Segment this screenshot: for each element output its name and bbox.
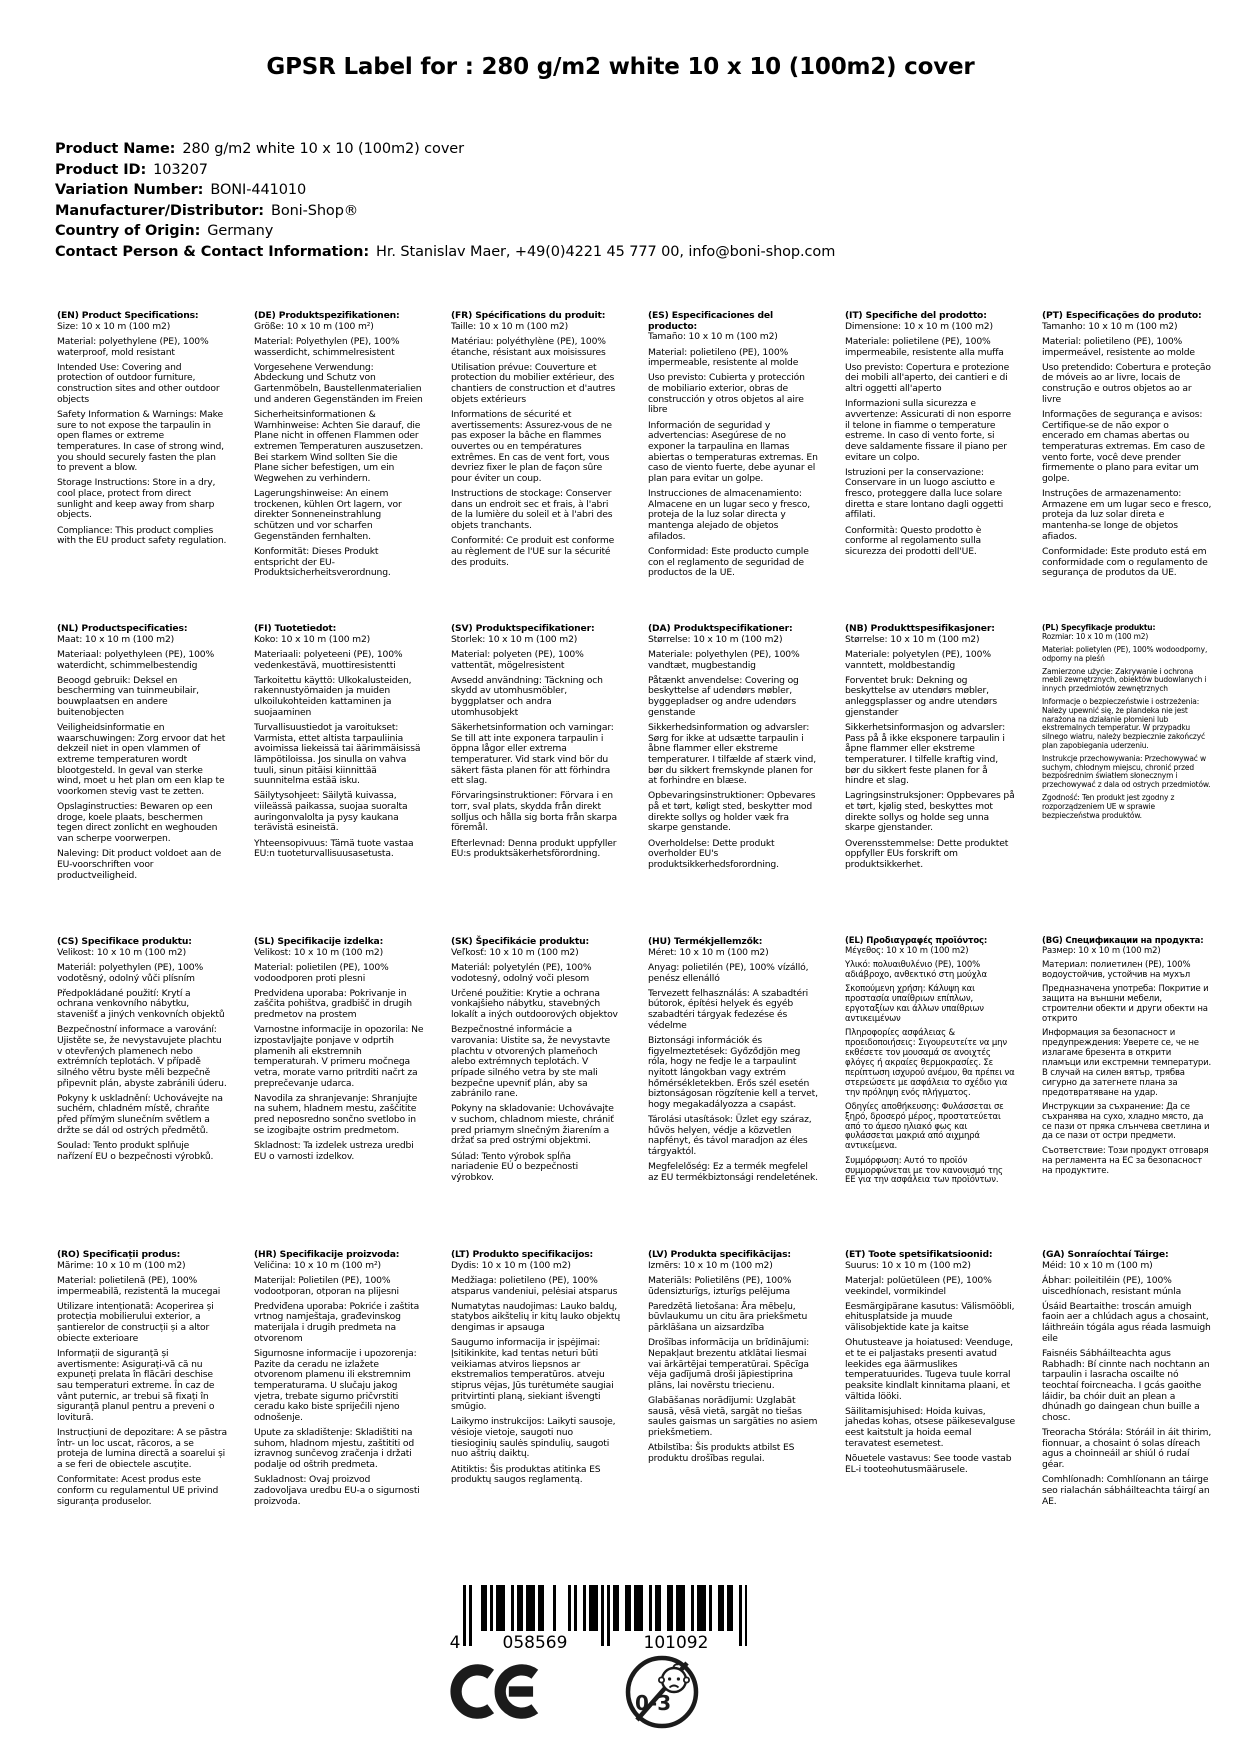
- block-paragraph: Ábhar: poileitiléin (PE), 100% uiscedhíonach, resistant múnla: [1042, 1274, 1182, 1297]
- block-paragraph: Megfelelőség: Ez a termék megfelel az EU termékbiztonsági rendeletének.: [648, 1161, 818, 1183]
- block-paragraph: Nõuetele vastavus: See toode vastab EL-i tooteohutusmäärusele.: [845, 1452, 1012, 1475]
- block-paragraph: Tervezett felhasználás: A szabadtéri bútorok, építési helyek és egyéb szabadtéri tárgyak fedezése és védelme: [648, 987, 809, 1031]
- block-paragraph: Πληροφορίες ασφάλειας & προειδοποιήσεις: Σιγουρευτείτε να μην εκθέσετε τον μουσαμά σε ανοιχτές φλόγες ή ακραίες θερμοκρασίες. Σε περίπτωση ισχυρού ανέμου, θα πρέπει να στερεώσετε με ασφάλεια το σχέδιο για την πρόληψη ενός πλήγματος.: [845, 1028, 1015, 1098]
- block-paragraph: Säkerhetsinformation och varningar: Se till att inte exponera tarpaulin i öppna lågor eller extrema temperaturer. Vid stark vind bör du säkert fästa planen för att förhindra ett slag.: [451, 721, 614, 787]
- block-paragraph: Atbilstība: Šis produkts atbilst ES produktu drošības regulai.: [648, 1442, 795, 1464]
- block-paragraph: Säilitamisjuhised: Hoida kuivas, jahedas kohas, otsese päikesevalguse eest kaitstult ja hoida eemal teravatest esemetest.: [845, 1405, 1015, 1449]
- block-paragraph: Tarkoitettu käyttö: Ulkokalusteiden, rakennustyömaiden ja muiden ulkoilukohteiden kattaminen ja suojaaminen: [254, 674, 412, 718]
- info-line: [55, 160, 1155, 181]
- lang-block-nl: [57, 624, 227, 886]
- block-paragraph: Koko: 10 x 10 m (100 m2): [254, 633, 371, 645]
- block-paragraph: Uso previsto: Copertura e protezione dei mobili all'aperto, dei cantieri e di altri oggetti all'aperto: [845, 361, 1010, 395]
- block-paragraph: Σκοπούμενη χρήση: Κάλυψη και προστασία υπαίθριων επίπλων, εργοταξίων και άλλων υπαίθριων αντικειμένων: [845, 984, 984, 1025]
- block-heading: (ES) Especificaciones del producto:: [648, 310, 773, 332]
- block-paragraph: Velikost: 10 x 10 m (100 m2): [57, 946, 187, 958]
- info-value: Boni-Shop®: [270, 202, 359, 219]
- block-paragraph: Varnostne informacije in opozorila: Ne izpostavljajte ponjave v odprtih plamenih ali ekstremnih temperaturah. V primeru močnega vetra, morate varno pritrditi načrt za preprečevanje udarca.: [254, 1024, 424, 1089]
- block-paragraph: Conformità: Questo prodotto è conforme al regolamento sulla sicurezza dei prodotti dell'UE.: [845, 524, 982, 557]
- block-paragraph: Navodila za shranjevanje: Shranjujte na suhem, hladnem mestu, zaščitite pred neposredno sončno svetlobo in se izogibajte ostrim predmetom.: [254, 1092, 418, 1136]
- info-label: Contact Person & Contact Information:: [55, 243, 370, 260]
- info-value: Germany: [207, 223, 274, 240]
- block-heading: (SK) Špecifikácie produktu:: [451, 936, 590, 947]
- lang-block-fr: [451, 311, 621, 573]
- block-paragraph: Materiál: polyetylén (PE), 100% vodotesný, odolný voči plesom: [451, 961, 592, 984]
- block-paragraph: Conformidad: Este producto cumple con el reglamento de seguridad de productos de la UE.: [648, 545, 809, 579]
- info-line: [55, 139, 1155, 160]
- lang-block-de: [254, 311, 424, 583]
- block-paragraph: Размер: 10 x 10 m (100 m2): [1042, 945, 1161, 956]
- block-paragraph: Sikkerhedsinformation og advarsler: Sørg for ikke at udsætte tarpaulin i åbne flammer eller ekstreme temperaturer. I tilfælde af stærk vind, bør du sikkert fremskynde planen for at forhindre en blæse.: [648, 721, 817, 787]
- info-line: [55, 221, 1155, 242]
- block-paragraph: Materiál: polyethylen (PE), 100% vodotěsný, odolný vůči plísním: [57, 961, 204, 984]
- block-paragraph: Material: polietilenă (PE), 100% impermeabilă, rezistentă la mucegai: [57, 1274, 221, 1297]
- block-heading: (SL) Specifikacije izdelka:: [254, 936, 384, 947]
- block-paragraph: Drošības informācija un brīdinājumi: Nepakļaut brezentu atklātai liesmai vai ārkārtējai temperatūrai. Spēcīga vēja gadījumā droši jāpiestiprina plāns, lai novērstu triecienu.: [648, 1337, 810, 1391]
- block-heading: (CS) Specifikace produktu:: [57, 936, 192, 947]
- block-heading: (LV) Produkta specifikācijas:: [648, 1249, 791, 1260]
- block-paragraph: Overensstemmelse: Dette produktet oppfyller EUs forskrift om produktsikkerhet.: [845, 837, 1009, 870]
- block-paragraph: Comhlíonadh: Comhlíonann an táirge seo rialachán sábháilteachta táirgí an AE.: [1042, 1474, 1210, 1507]
- block-heading: (BG) Спецификации на продукта:: [1042, 936, 1204, 946]
- block-paragraph: Instrukcje przechowywania: Przechowywać w suchym, chłodnym miejscu, chronić przed bezpośrednim światłem słonecznym i przechowywać z dala od ostrych przedmiotów.: [1042, 753, 1211, 789]
- block-paragraph: Instructions de stockage: Conserver dans un endroit sec et frais, à l'abri de la lumière du soleil et à l'abri des objets tranchants.: [451, 488, 613, 532]
- block-paragraph: Materiaal: polyethyleen (PE), 100% waterdicht, schimmelbestendig: [57, 648, 215, 671]
- block-paragraph: Turvallisuustiedot ja varoitukset: Varmista, ettet altista tarpauliinia avoimissa liekeissä tai äärimmäisissä lämpötiloissa. Jos sinulla on vahva tuuli, sinun pitäisi kiinnittää suunnitelma estää isku.: [254, 721, 421, 787]
- product-info: [55, 139, 1155, 263]
- block-paragraph: Eesmärgipärane kasutus: Välismööbli, ehitusplatside ja muude välisobjektide kate ja kaitse: [845, 1300, 1015, 1334]
- lang-block-sk: [451, 937, 621, 1188]
- block-paragraph: Säilytysohjeet: Säilytä kuivassa, viileässä paikassa, suojaa suoralta auringonvalolta ja pysy kaukana terävistä esineistä.: [254, 790, 408, 834]
- block-paragraph: Информация за безопасност и предупреждения: Уверете се, че не излагаме брезента в открити пламъци или екстремни температури. В случай на силен вятър, трябва сигурно да затегнете плана за предотвратяване на удар.: [1042, 1028, 1212, 1098]
- block-paragraph: Material: polietilen (PE), 100% vodoodporen proti plesni: [254, 961, 389, 984]
- block-paragraph: Opbevaringsinstruktioner: Opbevares på et tørt, køligt sted, beskytter mod direkte sollys og holder væk fra skarpe genstande.: [648, 790, 816, 834]
- block-paragraph: Lagerungshinweise: An einem trockenen, kühlen Ort lagern, vor direkter Sonneneinstrahlung schützen und vor scharfen Gegenständen fernhalten.: [254, 488, 402, 542]
- block-paragraph: Sikkerhetsinformasjon og advarsler: Pass på å ikke eksponere tarpaulin i åpne flammer eller ekstreme temperaturer. I tilfelle kraftig vind, bør du sikkert feste planen for å hindre et slag.: [845, 721, 1006, 787]
- lang-block-nb: [845, 624, 1015, 875]
- block-paragraph: Tamaño: 10 x 10 m (100 m2): [648, 331, 778, 343]
- block-paragraph: Съответствие: Този продукт отговаря на регламента на ЕС за безопасност на продуктите.: [1042, 1145, 1209, 1176]
- block-paragraph: Faisnéis Sábháilteachta agus Rabhadh: Bí cinnte nach nochtann an tarpaulin i lasracha oscailte nó teochtaí foircneacha. I gcás gaoithe láidir, ba chóir duit an plean a dhúnadh go daingean chun buille a chosc.: [1042, 1347, 1210, 1423]
- block-heading: (DE) Produktspezifikationen:: [254, 310, 400, 321]
- block-heading: (NB) Produkttspesifikasjoner:: [845, 623, 995, 634]
- block-paragraph: Numatytas naudojimas: Lauko baldų, statybos aikštelių ir kitų lauko objektų dengimas ir apsauga: [451, 1300, 621, 1334]
- block-paragraph: Uso pretendido: Cobertura e proteção de móveis ao ar livre, locais de construção e outros objetos ao ar livre: [1042, 361, 1211, 405]
- block-paragraph: Overholdelse: Dette produkt overholder EU's produktsikkerhedsforordning.: [648, 837, 779, 870]
- block-paragraph: Zamierzone użycie: Zakrywanie i ochrona mebli zewnętrznych, obiektów budowlanych i innych przedmiotów zewnętrznych: [1042, 666, 1207, 694]
- lang-block-sl: [254, 937, 424, 1167]
- block-paragraph: Materiale: polyethylen (PE), 100% vandtæt, mugbestandig: [648, 648, 800, 671]
- block-paragraph: Compliance: This product complies with the EU product safety regulation.: [57, 524, 227, 547]
- block-paragraph: Informații de siguranță și avertismente: Asigurați-vă că nu expuneți prelata în flăcări deschise sau temperaturi extreme. În caz de vânt puternic, ar trebui să fixați în siguranță planul pentru a preveni o lovitură.: [57, 1347, 215, 1423]
- block-paragraph: Pokyny na skladovanie: Uchovávajte v suchom, chladnom mieste, chrániť pred priamym slnečným žiarením a držať sa pred ostrými objektmi.: [451, 1103, 614, 1147]
- lang-block-cs: [57, 937, 227, 1167]
- block-paragraph: Material: polyeten (PE), 100% vattentät, mögelresistent: [451, 648, 584, 671]
- info-label: Product Name:: [55, 141, 176, 157]
- lang-block-ro: [57, 1250, 227, 1512]
- block-paragraph: Informazioni sulla sicurezza e avvertenze: Assicurati di non esporre il telone in fiamme o temperature estreme. In caso di vento forte, si deve saldamente fissare il piano per evitare un colpo.: [845, 398, 1011, 463]
- lang-block-ga: [1042, 1250, 1212, 1512]
- block-heading: (FI) Tuotetiedot:: [254, 623, 337, 634]
- block-paragraph: Informations de sécurité et avertissements: Assurez-vous de ne pas exposer la bâche en flammes ouvertes ou en températures extrêmes. En cas de vent fort, vous devriez fixer le plan de façon sûre pour éviter un coup.: [451, 408, 612, 484]
- block-paragraph: Suurus: 10 x 10 m (100 m2): [845, 1259, 971, 1271]
- block-paragraph: Informações de segurança e avisos: Certifique-se de não expor o encerado em chamas abertas ou temperaturas extremas. Em caso de vento forte, você deve prender firmemente o plano para evitar um golpe.: [1042, 408, 1205, 484]
- block-paragraph: Материал: полиетилен (PE), 100% водоустойчив, устойчив на мухъл: [1042, 960, 1191, 981]
- block-paragraph: Instruções de armazenamento: Armazene em um lugar seco e fresco, proteja da luz solar direta e mantenha-se longe de objetos afiados.: [1042, 488, 1212, 542]
- block-paragraph: Matériau: polyéthylène (PE), 100% étanche, résistant aux moisissures: [451, 335, 606, 358]
- block-paragraph: Påtænkt anvendelse: Covering og beskyttelse af udendørs møbler, byggepladser og andre udendørs genstande: [648, 674, 799, 718]
- lang-block-et: [845, 1250, 1015, 1480]
- block-paragraph: Méret: 10 x 10 m (100 m2): [648, 946, 769, 958]
- block-paragraph: Predviđena uporaba: Pokriće i zaštita vrtnog namještaja, građevinskog materijala i drugih predmeta na otvorenom: [254, 1300, 420, 1344]
- block-paragraph: Opslaginstructies: Bewaren op een droge, koele plaats, beschermen tegen direct zonlicht en weghouden van scherpe voorwerpen.: [57, 801, 218, 845]
- block-paragraph: Yhteensopivuus: Tämä tuote vastaa EU:n tuoteturvallisuusasetusta.: [254, 837, 414, 860]
- lang-block-pt: [1042, 311, 1212, 583]
- block-paragraph: Información de seguridad y advertencias: Asegúrese de no exponer la tarpaulina en llamas abiertas o temperaturas extremas. En caso de viento fuerte, debe ayunar el plan para evitar un golpe.: [648, 419, 818, 484]
- block-paragraph: Veličina: 10 x 10 m (100 m²): [254, 1259, 381, 1271]
- block-paragraph: Предназначена употреба: Покритие и защита на външни мебели, строителни обекти и други обекти на открито: [1042, 984, 1209, 1025]
- block-paragraph: Lagringsinstruksjoner: Oppbevares på et tørt, kjølig sted, beskyttes mot direkte sollys og holde seg unna skarpe gjenstander.: [845, 790, 1015, 834]
- block-paragraph: Инструкции за съхранение: Да се съхранява на сухо, хладно място, да се пази от пряка слънчева светлина и да се пази от остри предмети.: [1042, 1101, 1210, 1142]
- age-warning-0-3-icon: [624, 1654, 700, 1730]
- block-heading: (RO) Specificații produs:: [57, 1249, 181, 1260]
- block-paragraph: Materiał: polietylen (PE), 100% wodoodporny, odporny na pleśń: [1042, 644, 1208, 663]
- info-value: BONI-441010: [210, 182, 307, 199]
- block-heading: (ET) Toote spetsifikatsioonid:: [845, 1249, 993, 1260]
- lang-block-el: [845, 937, 1015, 1191]
- block-paragraph: Material: Polyethylen (PE), 100% wasserdicht, schimmelresistent: [254, 335, 400, 358]
- block-paragraph: Izmērs: 10 x 10 m (100 m2): [648, 1259, 773, 1271]
- block-paragraph: Μέγεθος: 10 x 10 m (100 m2): [845, 945, 969, 956]
- barcode-right-digits: 101092: [643, 1633, 709, 1651]
- block-paragraph: Tamanho: 10 x 10 m (100 m2): [1042, 320, 1178, 332]
- block-paragraph: Materiale: polietilene (PE), 100% impermeabile, resistente alla muffa: [845, 335, 1004, 358]
- block-paragraph: Efterlevnad: Denna produkt uppfyller EU:s produktsäkerhetsförordning.: [451, 837, 617, 860]
- block-heading: (HU) Termékjellemzők:: [648, 936, 763, 947]
- ean13-barcode: [437, 1585, 747, 1651]
- info-value: 103207: [153, 161, 208, 178]
- block-paragraph: Skladnost: Ta izdelek ustreza uredbi EU o varnosti izdelkov.: [254, 1139, 414, 1162]
- block-paragraph: Størrelse: 10 x 10 m (100 m2): [845, 633, 980, 645]
- block-paragraph: Paredzētā lietošana: Āra mēbeļu, būvlaukumu un citu āra priekšmetu pārklāšana un aizsardzība: [648, 1300, 808, 1334]
- info-line: [55, 201, 1155, 222]
- block-paragraph: Istruzioni per la conservazione: Conservare in un luogo asciutto e fresco, proteggere dalla luce solare diretta e stare lontano dagli oggetti affilati.: [845, 466, 1004, 521]
- block-paragraph: Informacje o bezpieczeństwie i ostrzeżenia: Należy upewnić się, że plandeka nie jest narażona na działanie płomieni lub ekstremalnych temperatur. W przypadku silnego wiatru, należy bezpiecznie zakończyć plan zapobiegania uderzeniu.: [1042, 697, 1205, 750]
- lang-block-sv: [451, 624, 621, 864]
- block-paragraph: Laikymo instrukcijos: Laikyti sausoje, vėsioje vietoje, saugoti nuo tiesioginių saulės spindulių, saugoti nuo aštrių daiktų.: [451, 1416, 616, 1460]
- block-paragraph: Ohutusteave ja hoiatused: Veenduge, et te ei paljastaks presenti avatud leekides ega äärmuslikes temperatuurides. Tugeva tuule korral peaksite kindlalt kinnitama plaani, et vältida lööki.: [845, 1337, 1013, 1402]
- block-paragraph: Dimensione: 10 x 10 m (100 m2): [845, 320, 993, 332]
- lang-block-es: [648, 311, 818, 583]
- lang-block-it: [845, 311, 1015, 562]
- info-label: Variation Number:: [55, 182, 204, 199]
- block-heading: (NL) Productspecificaties:: [57, 623, 188, 634]
- lang-block-hr: [254, 1250, 424, 1512]
- block-paragraph: Utilizare intenționată: Acoperirea și protecția mobilierului exterior, a șantierelor de construcții și a altor obiecte exterioare: [57, 1300, 214, 1344]
- barcode-left-digits: 058569: [502, 1633, 568, 1651]
- block-paragraph: Soulad: Tento produkt splňuje nařízení EU o bezpečnosti výrobků.: [57, 1139, 214, 1162]
- block-paragraph: Storage Instructions: Store in a dry, cool place, protect from direct sunlight and keep away from sharp objects.: [57, 477, 216, 521]
- block-paragraph: Conformidade: Este produto está em conformidade com o regulamento de segurança de produtos da UE.: [1042, 545, 1208, 579]
- block-paragraph: Súlad: Tento výrobok spĺňa nariadenie EÚ o bezpečnosti výrobkov.: [451, 1150, 579, 1183]
- lang-block-lv: [648, 1250, 818, 1469]
- block-paragraph: Størrelse: 10 x 10 m (100 m2): [648, 633, 783, 645]
- block-heading: (SV) Produktspecifikationer:: [451, 623, 595, 634]
- block-paragraph: Bezpečnostní informace a varování: Ujistěte se, že nevystavujete plachtu v otevřených plamenech nebo extrémních teplotách. V případě silného větru byste měli bezpečně připevnit plán, abyste zabránili úderu.: [57, 1024, 227, 1089]
- info-line: [55, 242, 1155, 263]
- block-paragraph: Předpokládané použití: Krytí a ochrana venkovního nábytku, stavenišť a jiných venkovních objektů: [57, 987, 225, 1021]
- block-paragraph: Συμμόρφωση: Αυτό το προϊόν συμμορφώνεται με τον κανονισμό της ΕΕ για την ασφάλεια των προϊόντων.: [845, 1155, 1003, 1186]
- block-paragraph: Material: polietileno (PE), 100% impermeable, resistente al molde: [648, 346, 799, 369]
- block-paragraph: Materiale: polyetylen (PE), 100% vanntett, moldbestandig: [845, 648, 991, 671]
- info-value: 280 g/m2 white 10 x 10 (100m2) cover: [182, 141, 464, 157]
- block-paragraph: Upute za skladištenje: Skladištiti na suhom, hladnom mjestu, zaštititi od izravnog sunčevog zračenja i držati podalje od oštrih predmeta.: [254, 1427, 415, 1471]
- block-paragraph: Taille: 10 x 10 m (100 m2): [451, 320, 569, 332]
- info-label: Country of Origin:: [55, 223, 201, 240]
- block-paragraph: Glabāšanas norādījumi: Uzglabāt sausā, vēsā vietā, sargāt no tiešas saules gaismas un sargāties no asiem priekšmetiem.: [648, 1395, 818, 1439]
- info-label: Manufacturer/Distributor:: [55, 202, 264, 219]
- lang-block-hu: [648, 937, 818, 1188]
- block-paragraph: Bezpečnostné informácie a varovania: Uistite sa, že nevystavte plachtu v otvorených plameňoch alebo extrémnych teplotách. V prípade silného vetra by ste mali bezpečne upevniť plán, aby sa zabránilo rane.: [451, 1024, 611, 1100]
- block-paragraph: Treoracha Stórála: Stóráil in áit thirim, fionnuar, a chosaint ó solas díreach agus a choinneáil ar shiúl ó rudaí géar.: [1042, 1427, 1212, 1471]
- block-paragraph: Utilisation prévue: Couverture et protection du mobilier extérieur, des chantiers de construction et d'autres objets extérieurs: [451, 361, 616, 405]
- block-heading: (PT) Especificações do produto:: [1042, 310, 1202, 321]
- block-paragraph: Velikost: 10 x 10 m (100 m2): [254, 946, 384, 958]
- block-heading: (DA) Produktspecifikationer:: [648, 623, 793, 634]
- block-paragraph: Avsedd användning: Täckning och skydd av utomhusmöbler, byggplatser och andra utomhusobjekt: [451, 674, 603, 718]
- block-paragraph: Úsáid Beartaithe: troscán amuigh faoin aer a chlúdach agus a chosaint, láithreáin tógála agus réada lasmuigh eile: [1042, 1300, 1211, 1344]
- block-paragraph: Naleving: Dit product voldoet aan de EU-voorschriften voor productveiligheid.: [57, 848, 222, 881]
- block-heading: (GA) Sonraíochtaí Táirge:: [1042, 1249, 1169, 1260]
- block-paragraph: Safety Information & Warnings: Make sure to not expose the tarpaulin in open flames or extreme temperatures. In case of strong wind, you should securely fasten the plan to prevent a blow.: [57, 408, 224, 474]
- block-paragraph: Materiāls: Polietilēns (PE), 100% ūdensizturīgs, izturīgs pelējuma: [648, 1274, 792, 1297]
- block-paragraph: Sukladnost: Ovaj proizvod zadovoljava uredbu EU-a o sigurnosti proizvoda.: [254, 1474, 420, 1507]
- barcode-lead-digit: 4: [449, 1633, 461, 1651]
- block-paragraph: Size: 10 x 10 m (100 m2): [57, 320, 171, 332]
- lang-block-lt: [451, 1250, 621, 1490]
- block-heading: (PL) Specyfikacje produktu:: [1042, 623, 1156, 632]
- block-heading: (EN) Product Specifications:: [57, 310, 199, 321]
- info-value: Hr. Stanislav Maer, +49(0)4221 45 777 00, info@boni-shop.com: [376, 243, 836, 260]
- block-paragraph: Forventet bruk: Dekning og beskyttelse av utendørs møbler, anleggsplasser og andre utendørs gjenstander: [845, 674, 997, 718]
- block-paragraph: Οδηγίες αποθήκευσης: Φυλάσσεται σε ξηρό, δροσερό μέρος, προστατεύεται από το άμεσο ηλιακό φως και φυλάσσεται μακριά από αιχμηρά αντικείμενα.: [845, 1101, 1004, 1152]
- page-title: GPSR Label for : 280 g/m2 white 10 x 10 (100m2) cover: [266, 54, 975, 80]
- block-paragraph: Sigurnosne informacije i upozorenja: Pazite da ceradu ne izlažete otvorenom plamenu ili ekstremnim temperaturama. U slučaju jakog vjetra, trebate sigurno pričvrstiti ceradu kako biste spriječili njeno odnošenje.: [254, 1347, 417, 1423]
- block-paragraph: Uso previsto: Cubierta y protección de mobiliario exterior, obras de construcción y otros objetos al aire libre: [648, 372, 805, 416]
- block-paragraph: Größe: 10 x 10 m (100 m²): [254, 320, 374, 332]
- block-paragraph: Conformité: Ce produit est conforme au règlement de l'UE sur la sécurité des produits.: [451, 535, 615, 568]
- block-paragraph: Maat: 10 x 10 m (100 m2): [57, 633, 175, 645]
- block-paragraph: Saugumo informacija ir įspėjimai: Įsitikinkite, kad tentas neturi būti veikiamas atviros liepsnos ar ekstremalios temperatūros. atveju stiprus vėjas, Jūs turėtumėte saugiai pritvirtinti planą, siekiant išvengti smūgio.: [451, 1337, 614, 1413]
- block-paragraph: Instrucțiuni de depozitare: A se păstra într- un loc uscat, răcoros, a se proteja de lumina directă a soarelui și a se feri de obiectele ascuțite.: [57, 1427, 228, 1471]
- language-blocks-grid: [57, 311, 1227, 1512]
- block-paragraph: Predvidena uporaba: Pokrivanje in zaščita pohištva, gradbišč in drugih predmetov na prostem: [254, 987, 412, 1021]
- block-paragraph: Förvaringsinstruktioner: Förvara i en torr, sval plats, skydda från direkt solljus och hålla sig borta från skarpa föremål.: [451, 790, 617, 834]
- block-paragraph: Beoogd gebruik: Deksel en bescherming van tuinmeubilair, bouwplaatsen en andere buitenobjecten: [57, 674, 199, 718]
- lang-block-fi: [254, 624, 424, 864]
- block-heading: (LT) Produkto specifikacijos:: [451, 1249, 594, 1260]
- block-paragraph: Material: polietileno (PE), 100% impermeável, resistente ao molde: [1042, 335, 1195, 358]
- block-paragraph: Veiligheidsinformatie en waarschuwingen: Zorg ervoor dat het dekzeil niet in open vlammen of extreme temperaturen wordt blootgesteld. In geval van sterke wind, moet u het plan om een klap te voorkomen stevig vast te zetten.: [57, 721, 226, 797]
- block-paragraph: Biztonsági információk és figyelmeztetések: Győződjön meg róla, hogy ne fedje le a tarpaulint nyitott lángokban vagy extrém hőmérsékletekben. Erős szél esetén biztonságosan rögzítenie kell a tervet, hogy megakadályozza a csapást.: [648, 1034, 818, 1110]
- block-paragraph: Storlek: 10 x 10 m (100 m2): [451, 633, 578, 645]
- block-paragraph: Intended Use: Covering and protection of outdoor furniture, construction sites and other outdoor objects: [57, 361, 220, 405]
- block-paragraph: Medžiaga: polietileno (PE), 100% atsparus vandeniui, pelėsiai atsparus: [451, 1274, 618, 1297]
- block-paragraph: Určené použitie: Krytie a ochrana vonkajšieho nábytku, stavebných lokalít a iných outdoorových objektov: [451, 987, 618, 1021]
- block-paragraph: Materijal: Polietilen (PE), 100% vodootporan, otporan na plijesni: [254, 1274, 399, 1297]
- block-heading: (IT) Specifiche del prodotto:: [845, 310, 987, 321]
- lang-block-bg: [1042, 937, 1212, 1181]
- info-line: [55, 180, 1155, 201]
- block-paragraph: Rozmiar: 10 x 10 m (100 m2): [1042, 631, 1149, 641]
- block-paragraph: Anyag: polietilén (PE), 100% vízálló, penész ellenálló: [648, 961, 809, 984]
- block-paragraph: Atitiktis: Šis produktas atitinka ES produktų saugos reglamentą.: [451, 1463, 601, 1486]
- block-paragraph: Vorgesehene Verwendung: Abdeckung und Schutz von Gartenmöbeln, Baustellenmaterialien und anderen Gegenständen im Freien: [254, 361, 423, 405]
- lang-block-pl: [1042, 624, 1212, 825]
- block-paragraph: Mărime: 10 x 10 m (100 m2): [57, 1259, 186, 1271]
- age-range-label: 0-3: [635, 1691, 672, 1715]
- block-paragraph: Méid: 10 x 10 m (100 m): [1042, 1259, 1153, 1271]
- block-heading: (HR) Specifikacije proizvoda:: [254, 1249, 400, 1260]
- block-paragraph: Materjal: polüetüleen (PE), 100% veekindel, vormikindel: [845, 1274, 992, 1297]
- block-paragraph: Conformitate: Acest produs este conform cu regulamentul UE privind siguranța produselor.: [57, 1474, 219, 1507]
- block-paragraph: Pokyny k uskladnění: Uchovávejte na suchém, chladném místě, chraňte před přímým slunečním světlem a držte se dál od ostrých předmětů.: [57, 1092, 223, 1136]
- lang-block-en: [57, 311, 227, 551]
- block-paragraph: Υλικό: πολυαιθυλένιο (PE), 100% αδιάβροχο, ανθεκτικό στη μούχλα: [845, 960, 987, 981]
- block-paragraph: Veľkosť: 10 x 10 m (100 m2): [451, 946, 579, 958]
- block-paragraph: Tárolási utasítások: Üzlet egy száraz, hűvös helyen, védje a közvetlen napfényt, és távol maradjon az éles tárgyaktól.: [648, 1114, 812, 1158]
- block-paragraph: Sicherheitsinformationen & Warnhinweise: Achten Sie darauf, die Plane nicht in offenen Flammen oder extremen Temperaturen auszusetzen. Bei starkem Wind sollten Sie die Plane sicher befestigen, um ein Wegwehen zu verhindern.: [254, 408, 424, 484]
- lang-block-da: [648, 624, 818, 875]
- ce-mark-icon: [450, 1660, 540, 1723]
- block-paragraph: Dydis: 10 x 10 m (100 m2): [451, 1259, 571, 1271]
- block-heading: (FR) Spécifications du produit:: [451, 310, 606, 321]
- block-heading: (EL) Προδιαγραφές προϊόντος:: [845, 936, 988, 946]
- block-paragraph: Materiaali: polyeteeni (PE), 100% vedenkestävä, muottiresistentti: [254, 648, 403, 671]
- block-paragraph: Material: polyethylene (PE), 100% waterproof, mold resistant: [57, 335, 209, 358]
- block-paragraph: Zgodność: Ten produkt jest zgodny z rozporządzeniem UE w sprawie bezpieczeństwa produktów.: [1042, 793, 1175, 820]
- block-paragraph: Instrucciones de almacenamiento: Almacene en un lugar seco y fresco, proteja de la luz solar directa y mantenga alejado de objetos afilados.: [648, 488, 810, 542]
- block-paragraph: Konformität: Dieses Produkt entspricht der EU-Produktsicherheitsverordnung.: [254, 545, 391, 579]
- info-label: Product ID:: [55, 161, 147, 178]
